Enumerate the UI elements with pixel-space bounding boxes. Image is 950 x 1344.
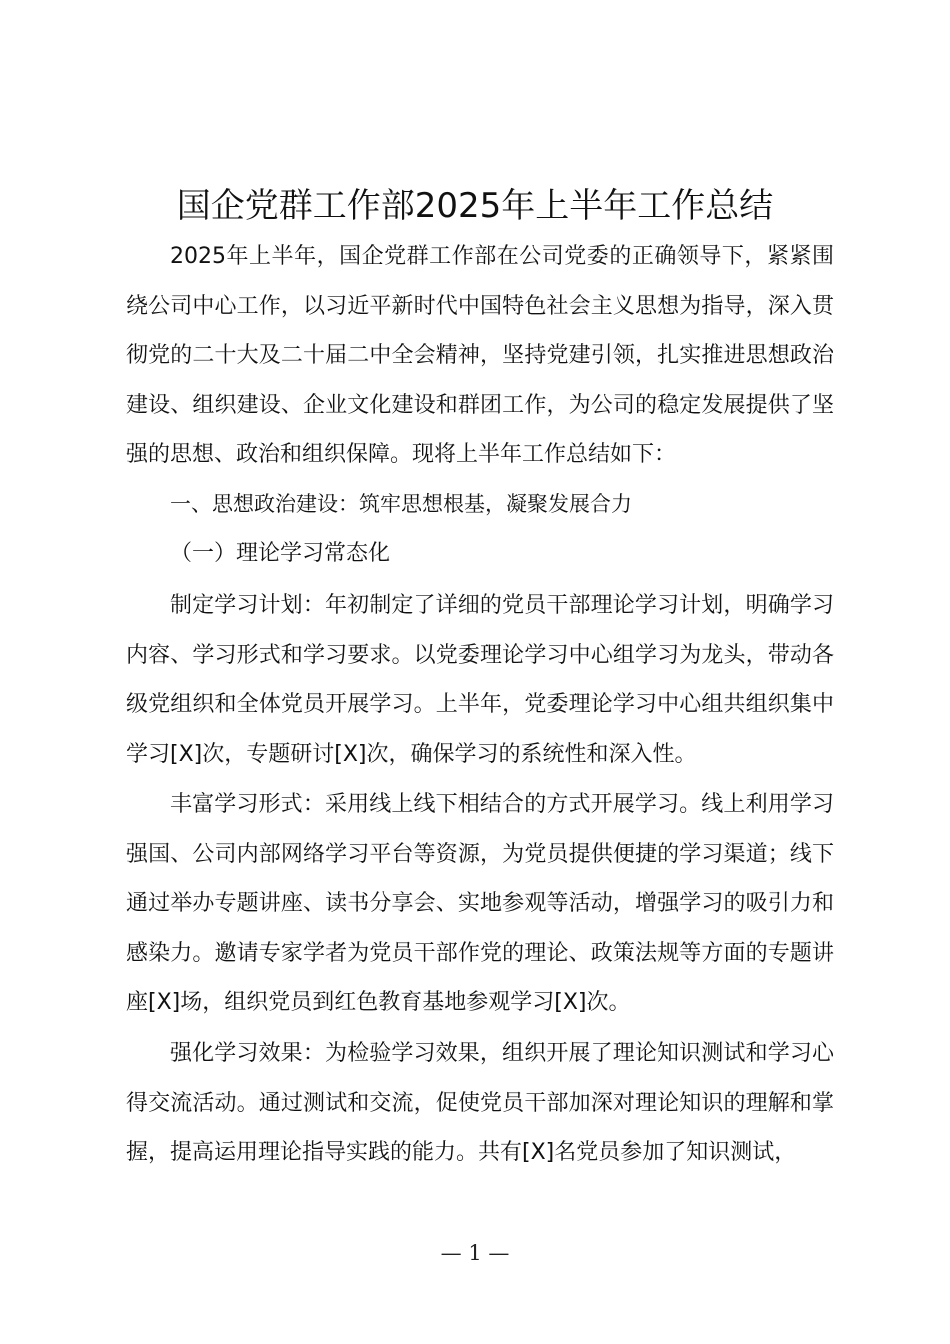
study-plan-paragraph: 制定学习计划：年初制定了详细的党员干部理论学习计划，明确学习内容、学习形式和学习要求。以党委理论学习中心组学习为龙头，带动各级党组织和全体党员开展学习。上半年，党委理论学习中心组共组织集中学习[X]次，专题研讨[X]次，确保学习的系统性和深入性。 bbox=[126, 593, 834, 767]
section-heading: 一、思想政治建设：筑牢思想根基，凝聚发展合力 bbox=[170, 492, 632, 516]
subsection-heading: （一）理论学习常态化 bbox=[170, 541, 391, 566]
study-effect-paragraph: 强化学习效果：为检验学习效果，组织开展了理论知识测试和学习心得交流活动。通过测试和交流，促使党员干部加深对理论知识的理解和掌握，提高运用理论指导实践的能力。共有[X]名党员参加了知识测试， bbox=[126, 1041, 834, 1166]
study-forms-paragraph: 丰富学习形式：采用线上线下相结合的方式开展学习。线上利用学习强国、公司内部网络学习平台等资源，为党员提供便捷的学习渠道；线下通过举办专题讲座、读书分享会、实地参观等活动，增强学习的吸引力和感染力。邀请专家学者为党员干部作党的理论、政策法规等方面的专题讲座[X]场，组织党员到红色教育基地参观学习[X]次。 bbox=[126, 792, 834, 1016]
intro-paragraph: 2025年上半年，国企党群工作部在公司党委的正确领导下，紧紧围绕公司中心工作，以习近平新时代中国特色社会主义思想为指导，深入贯彻党的二十大及二十届二中全会精神，坚持党建引领，扎实推进思想政治建设、组织建设、企业文化建设和群团工作，为公司的稳定发展提供了坚强的思想、政治和组织保障。现将上半年工作总结如下： bbox=[126, 244, 834, 468]
page-number: — 1 — bbox=[440, 1241, 510, 1265]
document-title: 国企党群工作部2025年上半年工作总结 bbox=[176, 186, 774, 226]
